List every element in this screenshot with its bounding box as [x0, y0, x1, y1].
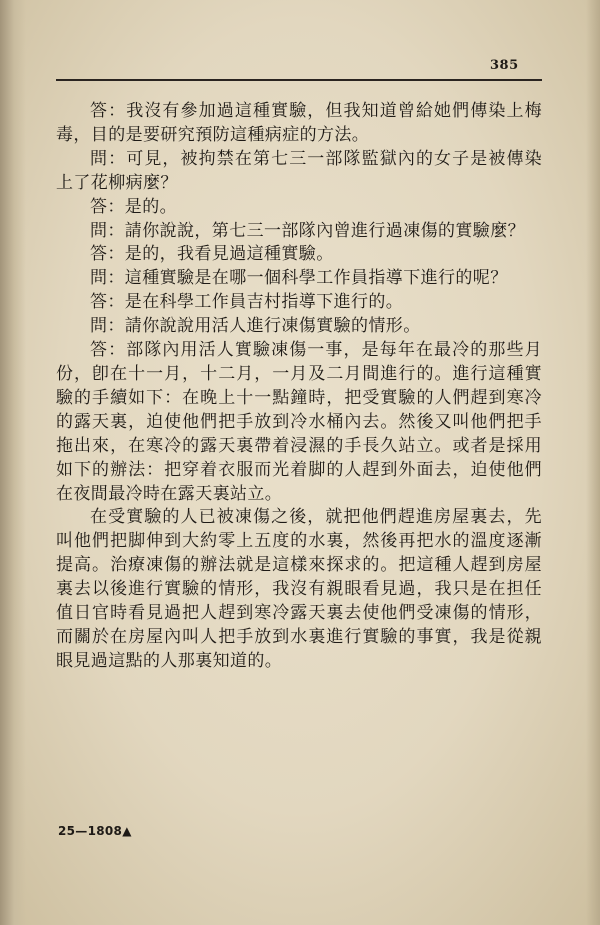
spine-shadow [0, 0, 26, 925]
paragraph-question-3: 問：這種實驗是在哪一個科學工作員指導下進行的呢？ [90, 268, 508, 289]
paragraph-answer-5: 答：部隊內用活人實驗凍傷一事，是每年在最冷的那些月份，卽在十一月，十二月，一月及二月間進行的。進行這種實驗的手續如下：在晚上十一點鐘時，把受實驗的人們趕到寒冷的露天裏，迫使他們把手放到冷水桶內去。然後又叫他們把手拖出來，在寒冷的露天裏帶着浸濕的手長久站立。或者是採用如下的辦法：把穿着衣服而光着脚的人趕到外面去，迫使他們在夜間最冷時在露天裏站立。 [56, 340, 542, 504]
header-rule [56, 79, 542, 81]
paragraph-answer-2: 答：是的。 [90, 196, 177, 217]
paragraph-continuation: 在受實驗的人已被凍傷之後，就把他們趕進房屋裏去，先叫他們把脚伸到大約零上五度的水裏，然後再把水的溫度逐漸提高。治療凍傷的辦法就是這樣來探求的。把這種人趕到房屋裏去以後進行實驗的情形，我沒有親眼看見過，我只是在担任值日官時看見過把人趕到寒冷露天裏去使他們受凍傷的情形，而關於在房屋內叫人把手放到水裏進行實驗的事實，我是從親眼見過這點的人那裏知道的。 [56, 507, 542, 671]
paragraph-question-4: 問：請你說說用活人進行凍傷實驗的情形。 [90, 316, 421, 337]
body-text [56, 100, 542, 674]
paragraph-question-2: 問：請你說說，第七三一部隊內曾進行過凍傷的實驗麼？ [90, 220, 525, 241]
paragraph-answer-4: 答：是在科學工作員吉村指導下進行的。 [90, 292, 404, 313]
paragraph-answer-3: 答：是的，我看見過這種實驗。 [90, 244, 334, 265]
paragraph-question-1: 問：可見，被拘禁在第七三一部隊監獄內的女子是被傳染上了花柳病麼？ [56, 148, 542, 193]
paragraph-answer-1: 答：我沒有參加過這種實驗，但我知道曾給她們傳染上梅毒，目的是要研究預防這種病症的方法。 [56, 101, 542, 145]
page-edge [586, 0, 600, 925]
printer-signature: 25—1808▲ [58, 824, 132, 838]
page-number: 385 [490, 58, 519, 73]
